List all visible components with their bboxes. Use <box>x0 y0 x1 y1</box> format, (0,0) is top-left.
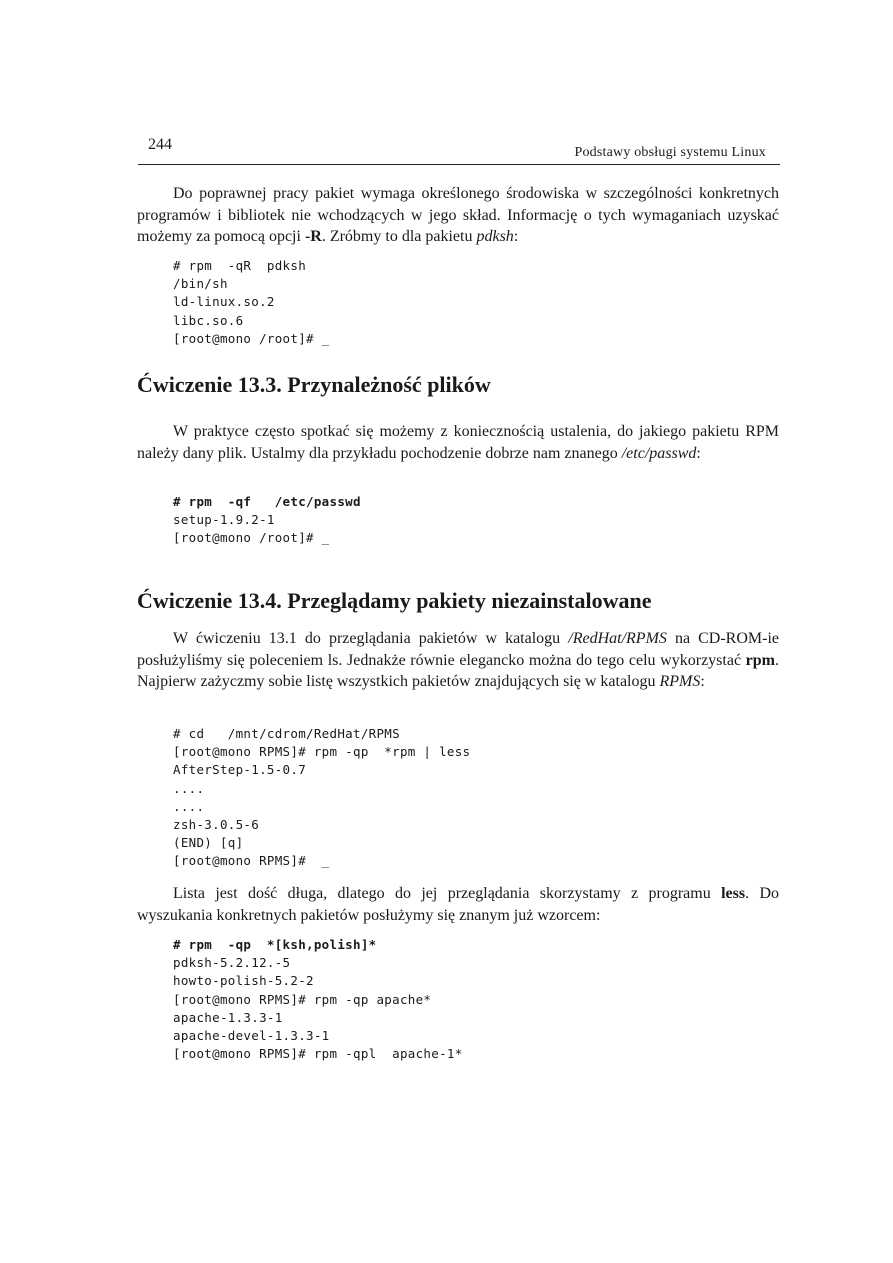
file-path: /etc/passwd <box>621 444 697 462</box>
code-line: [root@mono RPMS]# rpm -qp apache* <box>173 991 432 1007</box>
section-heading-13-4: Ćwiczenie 13.4. Przeglądamy pakiety niezainstalowane <box>137 588 652 613</box>
code-line: [root@mono RPMS]# rpm -qp *rpm | less <box>173 744 471 760</box>
option-r: -R <box>304 228 322 245</box>
command-rpm: rpm <box>745 651 775 669</box>
code-line: # rpm -qf /etc/passwd <box>173 494 361 509</box>
code-line: apache-1.3.3-1 <box>173 1009 283 1025</box>
directory-path: /RedHat/RPMS <box>568 630 667 647</box>
code-line: .... <box>173 798 205 814</box>
code-line: [root@mono /root]# _ <box>173 330 330 346</box>
code-line: (END) [q] <box>173 835 244 851</box>
code-line: apache-devel-1.3.3-1 <box>173 1027 330 1043</box>
code-line: # cd /mnt/cdrom/RedHat/RPMS <box>173 726 400 741</box>
section-13-4-paragraph-2: Lista jest dość długa, dlatego do jej przeglądania skorzystamy z programu less. Do wyszukania konkretnych pakietów posłużymy się znanym już wzorcem: <box>137 885 779 924</box>
code-line: ld-linux.so.2 <box>173 294 275 310</box>
section-heading-13-3: Ćwiczenie 13.3. Przynależność plików <box>137 372 491 397</box>
section-13-4-paragraph-1: W ćwiczeniu 13.1 do przeglądania pakietów w katalogu /RedHat/RPMS na CD-ROM-ie posłużyliśmy się poleceniem ls. Jednakże równie elegancko można do tego celu wykorzystać rpm. Najpierw zażyczmy sobie listę wszystkich pakietów znajdujących się w katalogu RPMS: <box>137 630 780 690</box>
header-rule <box>138 164 780 165</box>
code-block-rpm-qf <box>173 493 361 548</box>
code-line: [root@mono /root]# _ <box>173 530 330 546</box>
running-title: Podstawy obsługi systemu Linux <box>574 145 766 160</box>
code-line: howto-polish-5.2-2 <box>173 973 314 989</box>
package-name: pdksh <box>476 228 514 245</box>
code-line: AfterStep-1.5-0.7 <box>173 762 307 778</box>
code-block-rpm-qp-search <box>173 936 463 1063</box>
command-less: less <box>721 885 746 902</box>
directory-name: RPMS <box>659 673 701 690</box>
intro-paragraph: Do poprawnej pracy pakiet wymaga określonego środowiska w szczególności konkretnych programów i bibliotek nie wchodzących w jego skład. Informację o tych wymaganiach uzyskać możemy za pomocą opcji -R. Zróbmy to dla pakietu pdksh: <box>137 185 779 245</box>
code-line: # rpm -qp *[ksh,polish]* <box>173 937 377 952</box>
code-line: setup-1.9.2-1 <box>173 512 275 528</box>
code-block-rpm-qp-list <box>173 725 470 871</box>
code-line: .... <box>173 780 205 796</box>
code-line: # rpm -qR pdksh <box>173 258 307 273</box>
code-line: libc.so.6 <box>173 312 244 328</box>
code-line: [root@mono RPMS]# _ <box>173 853 330 869</box>
page-number: 244 <box>148 136 172 153</box>
section-13-3-paragraph: W praktyce często spotkać się możemy z koniecznością ustalenia, do jakiego pakietu RPM należy dany plik. Ustalmy dla przykładu pochodzenie dobrze nam znanego /etc/passwd: <box>137 423 779 462</box>
code-line: pdksh-5.2.12.-5 <box>173 955 291 971</box>
code-line: /bin/sh <box>173 276 228 292</box>
code-block-rpm-qr <box>173 257 330 348</box>
code-line: zsh-3.0.5-6 <box>173 816 260 832</box>
code-line: [root@mono RPMS]# rpm -qpl apache-1* <box>173 1046 463 1062</box>
